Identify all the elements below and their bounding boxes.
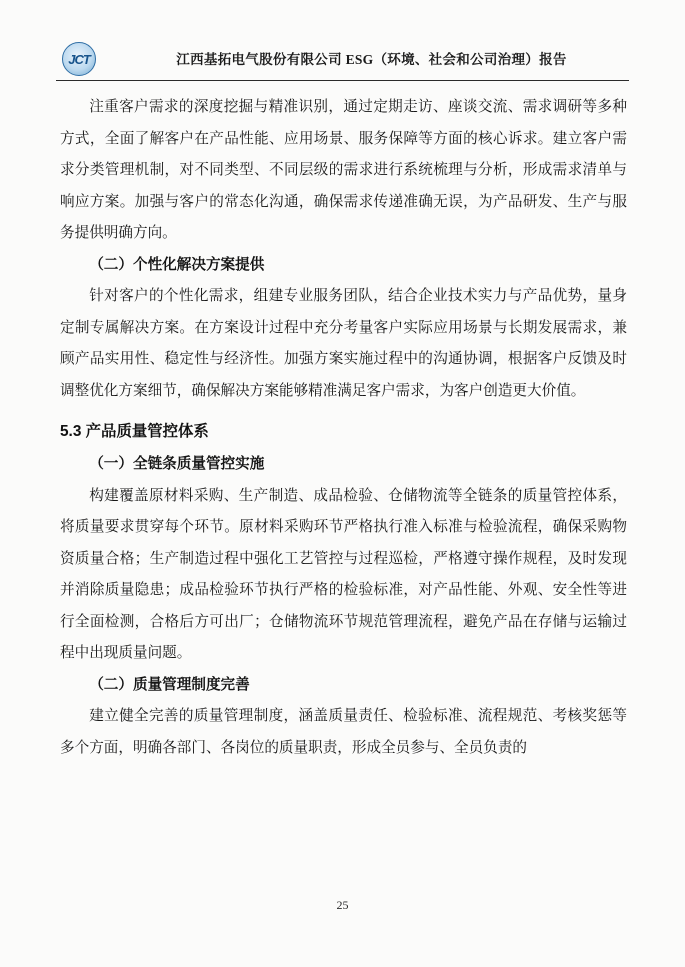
paragraph-personalized-solutions: 针对客户的个性化需求，组建专业服务团队，结合企业技术实力与产品优势，量身定制专属解决方案。在方案设计过程中充分考量客户实际应用场景与长期发展需求，兼顾产品实用性、稳定性与经济性。加强方案实施过程中的沟通协调，根据客户反馈及时调整优化方案细节，确保解决方案能够精准满足客户需求，为客户创造更大价值。 — [60, 288, 627, 399]
paragraph-full-chain-quality: 构建覆盖原材料采购、生产制造、成品检验、仓储物流等全链条的质量管控体系，将质量要求贯穿每个环节。原材料采购环节严格执行准入标准与检验流程，确保采购物资质量合格；生产制造过程中强化工艺管控与过程巡检，严格遵守操作规程，及时发现并消除质量隐患；成品检验环节执行严格的检验标准，对产品性能、外观、安全性等进行全面检测，合格后方可出厂；仓储物流环节规范管理流程，避免产品在存储与运输过程中出现质量问题。 — [60, 487, 627, 661]
section-spacer — [60, 407, 627, 415]
page-number: 25 — [336, 898, 349, 912]
section-heading-quality-control: 5.3 产品质量管控体系 — [60, 423, 209, 440]
document-content — [60, 92, 627, 764]
paragraph-quality-system: 建立健全完善的质量管理制度，涵盖质量责任、检验标准、流程规范、考核奖惩等多个方面，明确各部门、各岗位的质量职责，形成全员参与、全员负责的 — [60, 708, 627, 756]
subheading-personalized-solutions: （二）个性化解决方案提供 — [89, 256, 265, 273]
paragraph-customer-needs: 注重客户需求的深度挖掘与精准识别，通过定期走访、座谈交流、需求调研等多种方式，全面了解客户在产品性能、应用场景、服务保障等方面的核心诉求。建立客户需求分类管理机制，对不同类型、不同层级的需求进行系统梳理与分析，形成需求清单与响应方案。加强与客户的常态化沟通，确保需求传递准确无误，为产品研发、生产与服务提供明确方向。 — [60, 99, 627, 241]
subheading-quality-system: （二）质量管理制度完善 — [89, 676, 250, 693]
header-title: 江西基拓电气股份有限公司 ESG（环境、社会和公司治理）报告 — [176, 52, 567, 67]
logo-mark-text: JCT — [68, 51, 90, 67]
company-logo-icon — [62, 42, 96, 76]
header-divider — [56, 80, 629, 81]
subheading-full-chain-quality: （一）全链条质量管控实施 — [89, 456, 265, 472]
page-header — [56, 40, 629, 82]
